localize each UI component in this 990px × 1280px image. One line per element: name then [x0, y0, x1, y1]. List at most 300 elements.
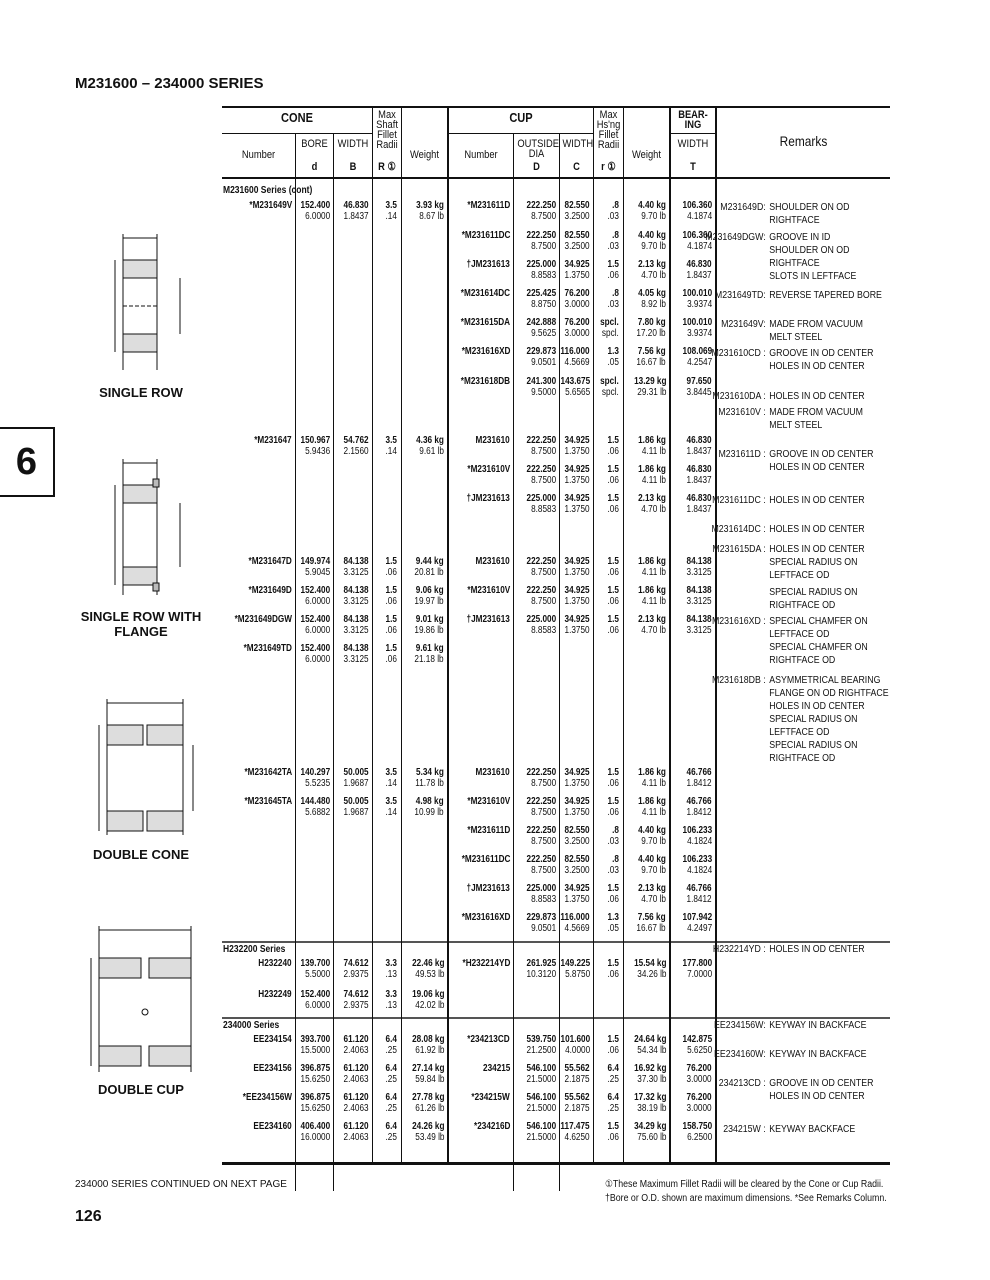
- cup-outside-dia: 225.000 8.8583: [526, 259, 556, 281]
- remark-line: HOLES IN OD CENTER: [769, 524, 865, 535]
- cup-weight: 7.56 kg 16.67 lb: [636, 912, 666, 934]
- cup-width: 34.925 1.3750: [564, 464, 590, 486]
- remark-text: [769, 586, 857, 612]
- cone-width: 46.830 1.8437: [343, 200, 369, 222]
- housing-fillet-radius: 1.5 .06: [607, 767, 619, 789]
- single-row-caption: SINGLE ROW: [99, 385, 183, 400]
- cup-number: *M231618DB: [460, 376, 510, 387]
- cone-header-rule: [222, 133, 372, 134]
- cup-width: 82.550 3.2500: [564, 825, 590, 847]
- single-row-diagram-icon: [95, 230, 195, 375]
- cone-weight: 27.78 kg 61.26 lb: [411, 1092, 444, 1114]
- remark-line: REVERSE TAPERED BORE: [769, 290, 882, 301]
- bearing-width: 76.200 3.0000: [686, 1092, 712, 1114]
- remark-line: KEYWAY BACKFACE: [769, 1124, 856, 1135]
- cup-width: 34.925 1.3750: [564, 556, 590, 578]
- cone-weight: 27.14 kg 59.84 lb: [411, 1063, 444, 1085]
- cup-number: *234216D: [473, 1121, 510, 1132]
- remark-line: GROOVE IN OD CENTER: [769, 449, 874, 460]
- cone-bore: 140.297 5.5235: [300, 767, 330, 789]
- remark-line: LEFTFACE OD: [769, 570, 830, 581]
- cone-width: 50.005 1.9687: [343, 796, 369, 818]
- remark-line: SLOTS IN LEFTFACE: [769, 271, 857, 282]
- bearing-width: 100.010 3.9374: [682, 317, 712, 339]
- remark-line: KEYWAY IN BACKFACE: [769, 1049, 867, 1060]
- remark-line: LEFTFACE OD: [769, 629, 830, 640]
- cone-weight: 28.08 kg 61.92 lb: [411, 1034, 444, 1056]
- cup-number: *M231616XD: [461, 346, 510, 357]
- cone-weight: 9.06 kg 19.97 lb: [414, 585, 444, 607]
- cone-number: H232249: [258, 989, 292, 1000]
- cone-bore: 396.875 15.6250: [300, 1092, 330, 1114]
- remark-text: [769, 448, 873, 474]
- header-cone: CONE: [281, 110, 313, 125]
- shaft-fillet-radius: 1.5 .06: [385, 614, 397, 636]
- remark-text: [769, 406, 863, 432]
- cup-width: 143.675 5.6565: [560, 376, 590, 398]
- bearing-header-rule: [671, 133, 716, 134]
- col-divider: [295, 134, 296, 1191]
- cup-outside-dia: 225.000 8.8583: [526, 493, 556, 515]
- remark-part-number: M231610DA :: [712, 391, 766, 402]
- housing-fillet-radius: 1.5 .06: [607, 1034, 619, 1056]
- cup-outside-dia: 222.250 8.7500: [526, 854, 556, 876]
- cone-bore: 152.400 6.0000: [300, 643, 330, 665]
- col-divider: [372, 107, 373, 1164]
- bearing-width: 84.138 3.3125: [686, 585, 712, 607]
- col-divider: [669, 107, 671, 1164]
- header-T: T: [690, 161, 696, 173]
- cup-width: 116.000 4.5669: [560, 346, 590, 368]
- remark-line: GROOVE IN ID: [769, 232, 831, 243]
- cup-outside-dia: 222.250 8.7500: [526, 796, 556, 818]
- cup-weight: 2.13 kg 4.70 lb: [638, 493, 666, 515]
- cone-width: 84.138 3.3125: [343, 556, 369, 578]
- cone-width: 54.762 2.1560: [343, 435, 369, 457]
- cone-weight: 19.06 kg 42.02 lb: [411, 989, 444, 1011]
- header-bearing: BEAR-ING: [678, 109, 708, 131]
- remark-line: HOLES IN OD CENTER: [769, 1091, 865, 1102]
- cup-weight: 4.40 kg 9.70 lb: [638, 200, 666, 222]
- col-divider: [401, 107, 402, 1164]
- cup-number: M231610: [475, 556, 510, 567]
- cup-outside-dia: 222.250 8.7500: [526, 556, 556, 578]
- remark-line: RIGHTFACE OD: [769, 600, 836, 611]
- cup-weight: 34.29 kg 75.60 lb: [633, 1121, 666, 1143]
- header-cone-width: WIDTH: [337, 138, 369, 150]
- remark-text: [769, 231, 856, 283]
- cup-weight: 4.40 kg 9.70 lb: [638, 854, 666, 876]
- cone-bore: 152.400 6.0000: [300, 585, 330, 607]
- cup-header-rule: [448, 133, 593, 134]
- cup-width: 34.925 1.3750: [564, 883, 590, 905]
- remark-part-number: M231611D :: [718, 449, 766, 460]
- remark-part-number: M231614DC :: [711, 524, 766, 535]
- page-number: 126: [75, 1208, 102, 1225]
- cone-weight: 9.44 kg 20.81 lb: [414, 556, 444, 578]
- cup-number: *M231611D: [467, 200, 510, 211]
- cup-outside-dia: 222.250 8.7500: [526, 200, 556, 222]
- cup-outside-dia: 241.300 9.5000: [526, 376, 556, 398]
- col-divider: [559, 134, 560, 1191]
- cup-weight: 24.64 kg 54.34 lb: [633, 1034, 666, 1056]
- shaft-fillet-radius: 3.3 .13: [385, 958, 397, 980]
- cone-weight: 22.46 kg 49.53 lb: [411, 958, 444, 980]
- remark-line: HOLES IN OD CENTER: [769, 462, 865, 473]
- remark-line: SPECIAL RADIUS ON: [769, 714, 858, 725]
- cup-weight: 2.13 kg 4.70 lb: [638, 614, 666, 636]
- remark-line: SPECIAL RADIUS ON: [769, 587, 858, 598]
- remark-text: [769, 1019, 866, 1032]
- cone-bore: 396.875 15.6250: [300, 1063, 330, 1085]
- remark-line: HOLES IN OD CENTER: [769, 944, 865, 955]
- cup-number: *M231615DA: [460, 317, 510, 328]
- remark-line: SPECIAL CHAMFER ON: [769, 642, 868, 653]
- cone-width: 61.120 2.4063: [343, 1121, 369, 1143]
- bearing-width: 106.233 4.1824: [682, 825, 712, 847]
- remark-text: [769, 674, 888, 765]
- cup-weight: 1.86 kg 4.11 lb: [638, 796, 666, 818]
- remark-line: SPECIAL CHAMFER ON: [769, 616, 868, 627]
- bearing-width: 108.069 4.2547: [682, 346, 712, 368]
- cup-number: M231610: [475, 767, 510, 778]
- cup-outside-dia: 225.000 8.8583: [526, 614, 556, 636]
- cup-outside-dia: 261.925 10.3120: [526, 958, 556, 980]
- double-cone-diagram-icon: [85, 695, 205, 840]
- bearing-width: 106.360 4.1874: [682, 230, 712, 252]
- table-top-rule: [222, 106, 890, 108]
- cup-outside-dia: 242.888 9.5625: [526, 317, 556, 339]
- cone-number: H232240: [258, 958, 292, 969]
- remark-text: [769, 1123, 855, 1136]
- header-max-hsng: Max Hs'ng Fillet Radii: [596, 109, 621, 151]
- remark-line: SHOULDER ON OD: [769, 245, 850, 256]
- bearing-width: 46.830 1.8437: [686, 259, 712, 281]
- bearing-width: 107.942 4.2497: [682, 912, 712, 934]
- header-cup: CUP: [509, 110, 533, 125]
- remark-part-number: M231649D:: [720, 202, 766, 213]
- cup-weight: 16.92 kg 37.30 lb: [633, 1063, 666, 1085]
- cup-weight: 2.13 kg 4.70 lb: [638, 259, 666, 281]
- shaft-fillet-radius: 6.4 .25: [385, 1092, 397, 1114]
- cup-outside-dia: 222.250 8.7500: [526, 435, 556, 457]
- housing-fillet-radius: spcl. spcl.: [600, 317, 619, 339]
- cup-width: 34.925 1.3750: [564, 585, 590, 607]
- remark-line: RIGHTFACE: [769, 258, 820, 269]
- page-title: M231600 – 234000 SERIES: [75, 75, 264, 92]
- double-cone-caption: DOUBLE CONE: [92, 847, 190, 862]
- header-d: d: [311, 161, 318, 173]
- cup-width: 116.000 4.5669: [560, 912, 590, 934]
- remark-part-number: M231615DA :: [712, 544, 766, 555]
- cone-number: *M231649TD: [243, 643, 292, 654]
- cone-number: *M231645TA: [244, 796, 292, 807]
- cup-number: *M231610V: [467, 585, 510, 596]
- cone-weight: 24.26 kg 53.49 lb: [411, 1121, 444, 1143]
- cup-width: 55.562 2.1875: [564, 1063, 590, 1085]
- housing-fillet-radius: .8 .03: [607, 288, 619, 310]
- cone-number: EE234154: [253, 1034, 292, 1045]
- housing-fillet-radius: .8 .03: [607, 825, 619, 847]
- cup-width: 117.475 4.6250: [560, 1121, 590, 1143]
- cup-weight: 1.86 kg 4.11 lb: [638, 435, 666, 457]
- cup-number: †JM231613: [466, 883, 510, 894]
- remark-text: [769, 289, 882, 302]
- header-r: r ①: [601, 161, 616, 173]
- bearing-width: 84.138 3.3125: [686, 556, 712, 578]
- header-outside-dia: OUTSIDE DIA: [517, 138, 559, 160]
- cup-width: 149.225 5.8750: [560, 958, 590, 980]
- continued-note: 234000 SERIES CONTINUED ON NEXT PAGE: [75, 1179, 287, 1190]
- section-tab: 6: [0, 427, 55, 497]
- shaft-fillet-radius: 6.4 .25: [385, 1063, 397, 1085]
- cup-weight: 7.56 kg 16.67 lb: [636, 346, 666, 368]
- cup-weight: 15.54 kg 34.26 lb: [633, 958, 666, 980]
- bearing-width: 97.650 3.8445: [686, 376, 712, 398]
- remark-line: MELT STEEL: [769, 332, 823, 343]
- remark-part-number: M231649V:: [721, 319, 766, 330]
- cone-bore: 393.700 15.5000: [300, 1034, 330, 1056]
- cup-number: *M231610V: [467, 464, 510, 475]
- shaft-fillet-radius: 3.5 .14: [385, 435, 397, 457]
- housing-fillet-radius: .8 .03: [607, 854, 619, 876]
- header-D: D: [533, 161, 540, 173]
- cup-width: 34.925 1.3750: [564, 435, 590, 457]
- cone-number: *M231649V: [249, 200, 292, 211]
- remark-part-number: 234213CD :: [718, 1078, 766, 1089]
- remark-text: [769, 615, 867, 667]
- housing-fillet-radius: 6.4 .25: [607, 1063, 619, 1085]
- table-bottom-rule: [222, 1162, 890, 1165]
- cup-width: 34.925 1.3750: [564, 493, 590, 515]
- col-divider: [623, 107, 624, 1164]
- remark-line: SPECIAL RADIUS ON: [769, 740, 858, 751]
- remark-text: [769, 390, 864, 403]
- cone-number: *M231647: [254, 435, 292, 446]
- remark-line: MELT STEEL: [769, 420, 823, 431]
- cup-width: 34.925 1.3750: [564, 767, 590, 789]
- single-row-flange-caption: SINGLE ROW WITH FLANGE: [80, 609, 202, 639]
- cup-weight: 1.86 kg 4.11 lb: [638, 464, 666, 486]
- bearing-width: 106.233 4.1824: [682, 854, 712, 876]
- cone-bore: 144.480 5.6882: [300, 796, 330, 818]
- remark-line: HOLES IN OD CENTER: [769, 391, 865, 402]
- remark-line: HOLES IN OD CENTER: [769, 544, 865, 555]
- cup-number: *M231611D: [467, 825, 510, 836]
- header-cup-width: WIDTH: [562, 138, 594, 150]
- shaft-fillet-radius: 3.5 .14: [385, 200, 397, 222]
- housing-fillet-radius: spcl. spcl.: [600, 376, 619, 398]
- fillet-note: ①These Maximum Fillet Radii will be cleared by the Cone or Cup Radii.: [605, 1179, 884, 1190]
- cup-number: 234215: [482, 1063, 510, 1074]
- remark-line: RIGHTFACE: [769, 215, 820, 226]
- cup-outside-dia: 222.250 8.7500: [526, 230, 556, 252]
- cone-width: 61.120 2.4063: [343, 1034, 369, 1056]
- remark-text: [769, 201, 849, 227]
- cone-bore: 149.974 5.9045: [300, 556, 330, 578]
- housing-fillet-radius: 1.3 .05: [607, 346, 619, 368]
- header-remarks: Remarks: [779, 133, 828, 149]
- remark-line: SPECIAL RADIUS ON: [769, 557, 858, 568]
- bearing-width: 158.750 6.2500: [682, 1121, 712, 1143]
- cone-weight: 9.61 kg 21.18 lb: [414, 643, 444, 665]
- cup-outside-dia: 222.250 8.7500: [526, 464, 556, 486]
- remark-text: [769, 523, 864, 536]
- cone-bore: 152.400 6.0000: [300, 614, 330, 636]
- bearing-width: 46.766 1.8412: [686, 883, 712, 905]
- cone-width: 50.005 1.9687: [343, 767, 369, 789]
- remark-line: LEFTFACE OD: [769, 727, 830, 738]
- remark-text: [769, 1048, 866, 1061]
- cup-width: 34.925 1.3750: [564, 614, 590, 636]
- double-cup-caption: DOUBLE CUP: [98, 1082, 184, 1097]
- cup-number: †JM231613: [466, 493, 510, 504]
- cone-number: *M231647D: [248, 556, 292, 567]
- housing-fillet-radius: 1.5 .06: [607, 796, 619, 818]
- remark-part-number: M231618DB :: [711, 675, 766, 686]
- header-C: C: [573, 161, 580, 173]
- housing-fillet-radius: 1.5 .06: [607, 614, 619, 636]
- cone-bore: 150.967 5.9436: [300, 435, 330, 457]
- remark-text: [769, 943, 864, 956]
- col-divider: [333, 134, 334, 1191]
- remark-line: ASYMMETRICAL BEARING: [769, 675, 881, 686]
- bearing-width: 46.830 1.8437: [686, 464, 712, 486]
- cup-number: †JM231613: [466, 614, 510, 625]
- cup-outside-dia: 229.873 9.0501: [526, 912, 556, 934]
- double-cup-diagram-icon: [85, 922, 205, 1077]
- remark-part-number: M231610CD :: [711, 348, 766, 359]
- remark-line: HOLES IN OD CENTER: [769, 701, 865, 712]
- housing-fillet-radius: 1.5 .06: [607, 958, 619, 980]
- header-R: R ①: [378, 161, 396, 173]
- cup-width: 82.550 3.2500: [564, 230, 590, 252]
- bearing-width: 100.010 3.9374: [682, 288, 712, 310]
- housing-fillet-radius: 6.4 .25: [607, 1092, 619, 1114]
- cup-number: *H232214YD: [462, 958, 510, 969]
- cone-number: *M231649DGW: [234, 614, 292, 625]
- housing-fillet-radius: 1.5 .06: [607, 585, 619, 607]
- cup-outside-dia: 222.250 8.7500: [526, 767, 556, 789]
- cone-width: 61.120 2.4063: [343, 1092, 369, 1114]
- cup-width: 101.600 4.0000: [560, 1034, 590, 1056]
- remark-line: MADE FROM VACUUM: [769, 319, 863, 330]
- cup-number: M231610: [475, 435, 510, 446]
- cup-width: 55.562 2.1875: [564, 1092, 590, 1114]
- cone-width: 74.612 2.9375: [343, 989, 369, 1011]
- remark-line: SHOULDER ON OD: [769, 202, 850, 213]
- cup-outside-dia: 225.425 8.8750: [526, 288, 556, 310]
- bearing-width: 46.766 1.8412: [686, 767, 712, 789]
- housing-fillet-radius: 1.5 .06: [607, 493, 619, 515]
- cup-number: *234215W: [471, 1092, 510, 1103]
- cup-width: 34.925 1.3750: [564, 796, 590, 818]
- cup-weight: 4.40 kg 9.70 lb: [638, 825, 666, 847]
- housing-fillet-radius: 1.5 .06: [607, 259, 619, 281]
- series-label: 234000 Series: [223, 1020, 280, 1031]
- cone-width: 84.138 3.3125: [343, 585, 369, 607]
- cup-width: 34.925 1.3750: [564, 259, 590, 281]
- cup-width: 82.550 3.2500: [564, 854, 590, 876]
- remark-line: RIGHTFACE OD: [769, 753, 836, 764]
- header-cone-weight: Weight: [410, 149, 439, 161]
- series-label: M231600 Series (cont): [223, 185, 313, 196]
- header-cup-number: Number: [464, 149, 498, 161]
- cone-width: 74.612 2.9375: [343, 958, 369, 980]
- cup-outside-dia: 222.250 8.7500: [526, 585, 556, 607]
- col-divider: [447, 107, 449, 1164]
- remark-text: [769, 1077, 873, 1103]
- header-cone-number: Number: [241, 149, 276, 161]
- bore-note: †Bore or O.D. shown are maximum dimensions. *See Remarks Column.: [605, 1193, 887, 1204]
- cone-number: EE234160: [253, 1121, 292, 1132]
- shaft-fillet-radius: 6.4 .25: [385, 1034, 397, 1056]
- housing-fillet-radius: 1.5 .06: [607, 556, 619, 578]
- cup-weight: 1.86 kg 4.11 lb: [638, 556, 666, 578]
- bearing-width: 177.800 7.0000: [682, 958, 712, 980]
- shaft-fillet-radius: 1.5 .06: [385, 556, 397, 578]
- housing-fillet-radius: 1.3 .05: [607, 912, 619, 934]
- cone-bore: 139.700 5.5000: [300, 958, 330, 980]
- cup-width: 82.550 3.2500: [564, 200, 590, 222]
- remark-part-number: M231611DC :: [712, 495, 766, 506]
- remark-text: [769, 494, 864, 507]
- housing-fillet-radius: 1.5 .06: [607, 883, 619, 905]
- bearing-width: 84.138 3.3125: [686, 614, 712, 636]
- cone-width: 84.138 3.3125: [343, 614, 369, 636]
- housing-fillet-radius: .8 .03: [607, 200, 619, 222]
- cone-width: 84.138 3.3125: [343, 643, 369, 665]
- remark-part-number: 234215W :: [723, 1124, 766, 1135]
- cup-weight: 2.13 kg 4.70 lb: [638, 883, 666, 905]
- remark-line: KEYWAY IN BACKFACE: [769, 1020, 867, 1031]
- remark-line: GROOVE IN OD CENTER: [769, 348, 874, 359]
- cup-outside-dia: 546.100 21.5000: [526, 1121, 556, 1143]
- header-B: B: [349, 161, 357, 173]
- cup-outside-dia: 222.250 8.7500: [526, 825, 556, 847]
- cup-outside-dia: 546.100 21.5000: [526, 1063, 556, 1085]
- cup-weight: 1.86 kg 4.11 lb: [638, 767, 666, 789]
- header-bore: BORE: [301, 138, 328, 150]
- remark-text: [769, 347, 873, 373]
- col-divider: [593, 107, 594, 1164]
- header-max-shaft: Max Shaft Fillet Radii: [376, 109, 398, 151]
- remark-line: MADE FROM VACUUM: [769, 407, 863, 418]
- cup-outside-dia: 546.100 21.5000: [526, 1092, 556, 1114]
- cup-number: *M231611DC: [461, 854, 510, 865]
- cone-weight: 5.34 kg 11.78 lb: [415, 767, 444, 789]
- remark-text: [769, 318, 863, 344]
- cone-number: *M231642TA: [244, 767, 292, 778]
- housing-fillet-radius: .8 .03: [607, 230, 619, 252]
- cone-number: *M231649D: [248, 585, 292, 596]
- cup-weight: 4.40 kg 9.70 lb: [638, 230, 666, 252]
- series-label: H232200 Series: [223, 944, 286, 955]
- bearing-width: 46.766 1.8412: [686, 796, 712, 818]
- cup-width: 76.200 3.0000: [564, 288, 590, 310]
- shaft-fillet-radius: 3.5 .14: [385, 767, 397, 789]
- cup-outside-dia: 225.000 8.8583: [526, 883, 556, 905]
- col-divider: [513, 134, 514, 1191]
- bearing-width: 142.875 5.6250: [682, 1034, 712, 1056]
- housing-fillet-radius: 1.5 .06: [607, 435, 619, 457]
- remark-line: RIGHTFACE OD: [769, 655, 836, 666]
- cup-weight: 4.05 kg 8.92 lb: [638, 288, 666, 310]
- remark-line: GROOVE IN OD CENTER: [769, 1078, 874, 1089]
- header-bottom-rule: [222, 177, 890, 179]
- cup-number: *M231610V: [467, 796, 510, 807]
- remark-part-number: M231649TD:: [714, 290, 766, 301]
